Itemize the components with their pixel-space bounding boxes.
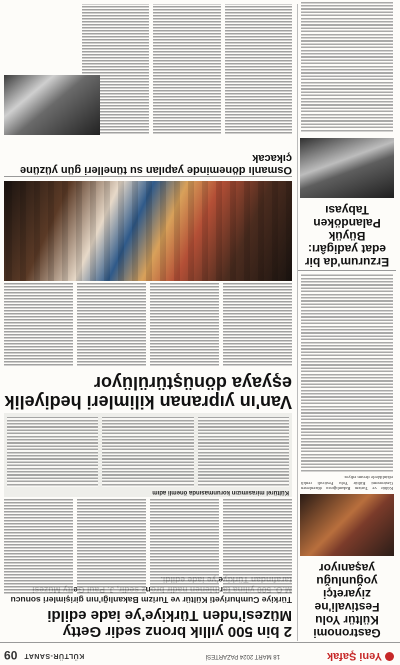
- section-name: KÜLTÜR-SANAT: [24, 652, 85, 659]
- kilim-photo: [4, 181, 292, 281]
- page-header: [0, 642, 400, 665]
- festival-headline: Gastronomi Kültür Yolu Festivali'ne ziyaretçi yoğunluğu yaşanıyor: [313, 561, 381, 640]
- tunnel-photo: [4, 75, 100, 135]
- tabya-headline: Erzurum'da bir edat yadigârı: Büyük Palandöken Tabyası: [298, 201, 396, 271]
- page-number: 09: [4, 648, 18, 662]
- van-story-body: [4, 283, 292, 367]
- left-column: [297, 4, 396, 641]
- main-deck: Türkiye Cumhuriyeti Kültür ve Turizm Bakanlığı'nın girişimleri sonucu Getty: [10, 585, 292, 605]
- brand-icon: [385, 652, 394, 661]
- date-line: 18 MART 2024 PAZARTESİ: [205, 653, 280, 659]
- van-headline: Van'ın yıpranan kilimleri hediyelik eşyaya dönüştürülüyor: [4, 373, 292, 412]
- main-headline: 2 bin 500 yıllık bronz sedir Getty Müzesi'nden Türkiye'ye iade edildi: [47, 607, 292, 640]
- main-story-sidebar: [4, 413, 292, 497]
- main-story-title: [4, 585, 292, 640]
- ottoman-story-title: [4, 136, 292, 177]
- main-story-body: [4, 499, 292, 595]
- brand-name: Yeni Şafak: [326, 650, 382, 662]
- festival-body: [298, 271, 396, 475]
- festival-snippet: Kültür ve Turizm Bakanlığınca düzenlenen Gastronomi Kültür Yolu Festivali renkli etkinliklerle devam ediyor.: [301, 475, 393, 491]
- tabya-body: [298, 0, 396, 135]
- van-story-title: [4, 369, 292, 411]
- tabya-photo: [300, 138, 394, 198]
- ottoman-story-body: [4, 4, 292, 135]
- festival-photo: [300, 494, 394, 556]
- ottoman-headline: Osmanlı döneminde yapılan su tünelleri gün yüzüne çıkacak: [20, 152, 292, 176]
- sidebar-subhead: Kültürel mirasımızın korunmasında önemli adım: [152, 489, 289, 495]
- brand-logo: [327, 650, 394, 662]
